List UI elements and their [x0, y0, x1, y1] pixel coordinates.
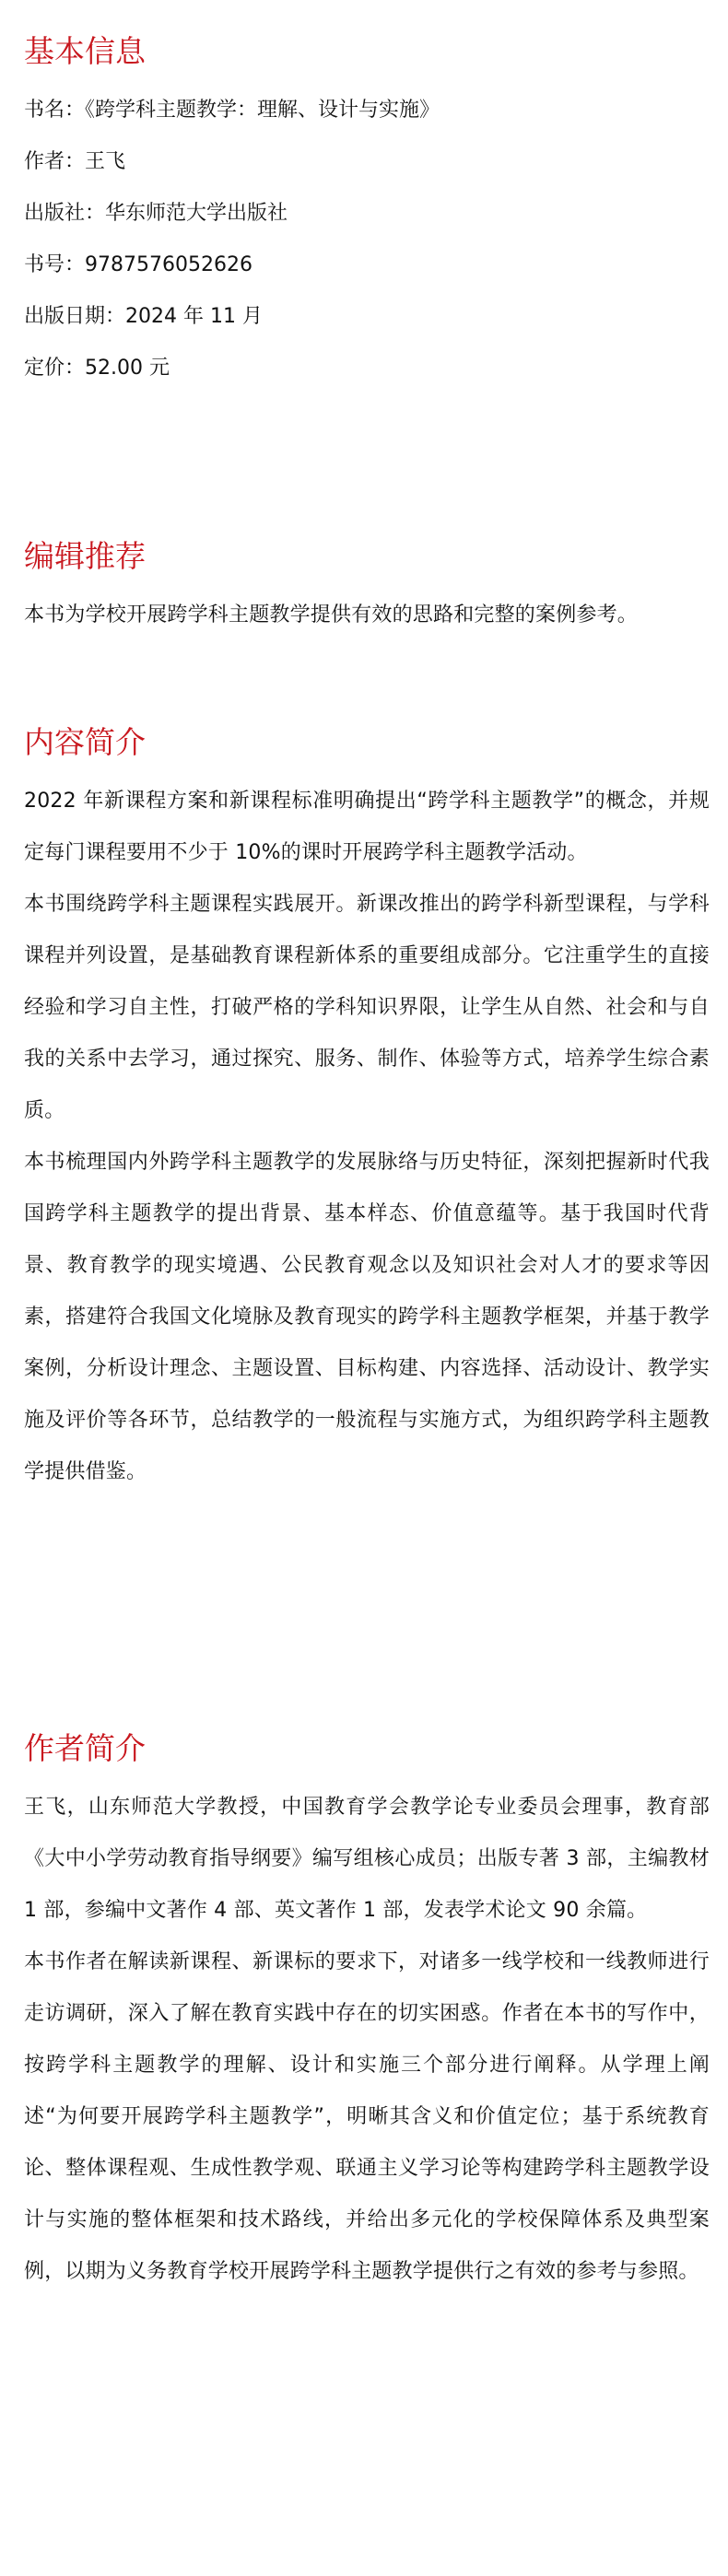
publish-date-line: 出版日期：2024 年 11 月	[24, 305, 263, 328]
author-intro-paragraph-1: 王飞，山东师范大学教授，中国教育学会教学论专业委员会理事，教育部《大中小学劳动教育指导纲要》编写组核心成员；出版专著 3 部，主编教材 1 部，参编中文著作 4 部、英文著作 1 部，发表学术论文 90 余篇。	[24, 1796, 710, 1922]
content-summary-paragraph-2: 本书围绕跨学科主题课程实践展开。新课改推出的跨学科新型课程，与学科课程并列设置，是基础教育课程新体系的重要组成部分。它注重学生的直接经验和学习自主性，打破严格的学科知识界限，让学生从自然、社会和与自我的关系中去学习，通过探究、服务、制作、体验等方式，培养学生综合素质。	[24, 893, 710, 1122]
content-summary-paragraph-1: 2022 年新课程方案和新课程标准明确提出“跨学科主题教学”的概念，并规定每门课程要用不少于 10%的课时开展跨学科主题教学活动。	[24, 790, 710, 864]
content-summary-section	[24, 724, 710, 1498]
author-intro-section	[24, 1730, 710, 2298]
editor-recommendation-paragraph: 本书为学校开展跨学科主题教学提供有效的思路和完整的案例参考。	[24, 603, 639, 626]
price-line: 定价：52.00 元	[24, 357, 170, 380]
author-line: 作者：王飞	[24, 150, 126, 173]
author-intro-paragraph-2: 本书作者在解读新课程、新课标的要求下，对诸多一线学校和一线教师进行走访调研，深入了解在教育实践中存在的切实困惑。作者在本书的写作中，按跨学科主题教学的理解、设计和实施三个部分进行阐释。从学理上阐述“为何要开展跨学科主题教学”，明晰其含义和价值定位；基于系统教育论、整体课程观、生成性教学观、联通主义学习论等构建跨学科主题教学设计与实施的整体框架和技术路线，并给出多元化的学校保障体系及典型案例，以期为义务教育学校开展跨学科主题教学提供行之有效的参考与参照。	[24, 1950, 710, 2283]
basic-info-section	[24, 33, 710, 394]
content-summary-paragraph-3: 本书梳理国内外跨学科主题教学的发展脉络与历史特征，深刻把握新时代我国跨学科主题教学的提出背景、基本样态、价值意蕴等。基于我国时代背景、教育教学的现实境遇、公民教育观念以及知识社会对人才的要求等因素，搭建符合我国文化境脉及教育现实的跨学科主题教学框架，并基于教学案例，分析设计理念、主题设置、目标构建、内容选择、活动设计、教学实施及评价等各环节，总结教学的一般流程与实施方式，为组织跨学科主题教学提供借鉴。	[24, 1151, 710, 1483]
book-title-line: 书名：《跨学科主题教学：理解、设计与实施》	[24, 99, 440, 122]
basic-info-heading: 基本信息	[24, 33, 146, 69]
isbn-line: 书号：9787576052626	[24, 253, 252, 276]
publisher-line: 出版社：华东师范大学出版社	[24, 202, 288, 225]
author-intro-heading: 作者简介	[24, 1730, 146, 1766]
editor-recommendation-heading: 编辑推荐	[24, 538, 146, 574]
editor-recommendation-section	[24, 538, 710, 641]
content-summary-heading: 内容简介	[24, 724, 146, 760]
